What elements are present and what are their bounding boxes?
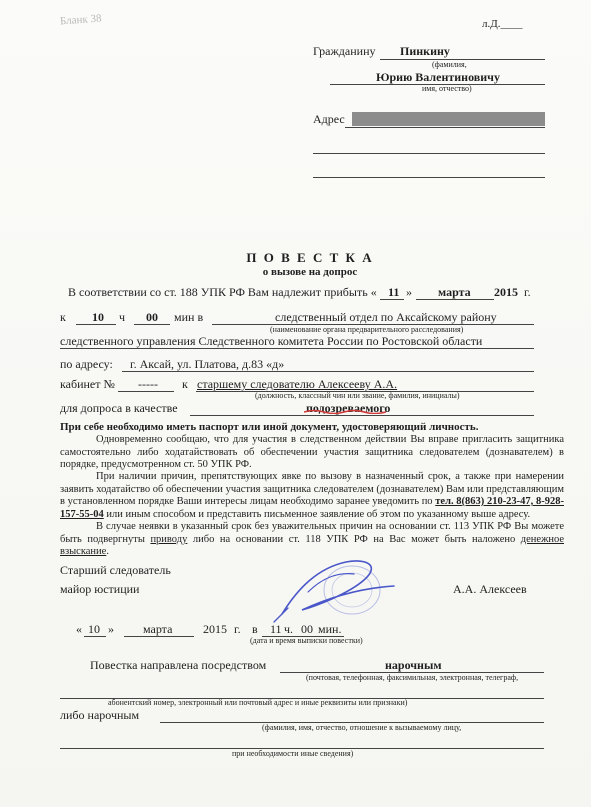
- arrival-minutes: 00: [146, 310, 158, 324]
- name-hint: имя, отчество): [422, 84, 472, 93]
- notes-p2-phone: тел. 8(863) 210-23-47, 8-928-157-55-04: [60, 496, 564, 520]
- issued-hour-label: ч.: [284, 622, 294, 636]
- time-prefix: к: [60, 310, 66, 324]
- cabinet-label: кабинет №: [60, 377, 115, 391]
- arrival-year-suffix: г.: [524, 285, 531, 299]
- cabinet-to-label: к: [182, 377, 188, 391]
- arrival-month-line: [416, 299, 494, 300]
- delivery-hint-4: при необходимости иные сведения): [232, 749, 354, 758]
- issued-open-quote: «: [76, 622, 82, 636]
- issued-day: 10: [88, 622, 100, 636]
- arrival-hour-line: [76, 324, 116, 325]
- issued-day-line: [84, 636, 106, 637]
- signer-rank: майор юстиции: [60, 582, 140, 596]
- notes-p3-end: .: [106, 546, 109, 557]
- recipient-surname: Пинкину: [400, 44, 450, 58]
- delivery-hint-3: (фамилия, имя, отчество, отношение к вызываемому лицу,: [262, 723, 462, 732]
- notes-bold: При себе необходимо иметь паспорт или иной документ, удостоверяющий личность.: [60, 421, 479, 433]
- role-label: для допроса в качестве: [60, 401, 178, 415]
- issued-hint: (дата и время выписки повестки): [250, 636, 363, 645]
- form-label: Бланк 38: [59, 12, 102, 28]
- notes-p2-end: или иным способом и представить письменное заявление об этом по указанному выше адресу.: [103, 508, 531, 520]
- arrival-day-close: »: [406, 285, 412, 299]
- document-title: П О В Е С Т К А: [246, 250, 374, 265]
- spellcheck-underline: [304, 408, 388, 414]
- delivery-hint-1: (почтовая, телефонная, факсимильная, электронная, телеграф,: [306, 673, 519, 682]
- recipient-to-label: Гражданину: [313, 44, 376, 58]
- notes-p3-fine: денежное взыскание: [60, 533, 564, 557]
- signer-name: А.А. Алексеев: [453, 582, 527, 596]
- address-redaction: [352, 112, 545, 126]
- issued-minutes: 00: [301, 622, 313, 636]
- delivery-method: нарочным: [385, 658, 442, 672]
- delivery-hint-2: абонентский номер, электронный или почтовый адрес и иные реквизиты или признаки): [108, 698, 408, 707]
- notes-paragraph-2: [60, 471, 564, 521]
- address-label: Адрес: [313, 112, 345, 126]
- address-line-3: [313, 177, 545, 178]
- cabinet-line: [118, 391, 174, 392]
- cabinet-number: -----: [138, 377, 158, 391]
- address-value: г. Аксай, ул. Платова, д.83 «д»: [130, 357, 285, 371]
- issued-month: марта: [143, 622, 173, 636]
- issued-in-label: в: [252, 622, 258, 636]
- arrival-day-line: [380, 299, 404, 300]
- minutes-label: мин в: [174, 310, 204, 324]
- department-name: следственный отдел по Аксайскому району: [275, 310, 497, 324]
- delivery-label: Повестка направлена посредством: [90, 658, 267, 672]
- department-line2: следственного управления Следственного комитета России по Ростовской области: [60, 334, 483, 348]
- issued-hour: 11: [270, 622, 282, 636]
- notes-p3-drive: приводу: [150, 533, 188, 545]
- address-line-2: [313, 153, 545, 154]
- investigator-hint: (должность, классный чин или звание, фамилия, инициалы): [255, 391, 460, 400]
- arrival-minutes-line: [134, 324, 170, 325]
- arrival-hour: 10: [92, 310, 104, 324]
- arrival-year: 2015: [494, 285, 518, 299]
- signature-stamp-graphic: [268, 548, 408, 630]
- intro-text: В соответствии со ст. 188 УПК РФ Вам надлежит прибыть «: [68, 285, 377, 299]
- notes-paragraph-1: Одновременно сообщаю, что для участия в следственном действии Вы вправе пригласить защитника самостоятельно либо ходатайствовать об обеспечении участия защитника следователем (дознавателем) в порядке, предусмотренном ст. 50 УПК РФ.: [60, 434, 564, 470]
- case-sheet-label: л.Д.____: [482, 18, 523, 30]
- address-prefix: по адресу:: [60, 357, 113, 371]
- issued-minutes-label: мин.: [318, 622, 342, 636]
- issued-year-suffix: г.: [234, 622, 241, 636]
- investigator-name: старшему следователю Алексееву А.А.: [197, 377, 398, 391]
- department-line2-rule: [60, 348, 534, 349]
- arrival-month: марта: [438, 285, 471, 299]
- notes-p3-mid: либо на основании ст. 118 УПК РФ на Вас может быть наложено: [187, 533, 521, 545]
- address-line-1: [345, 127, 545, 128]
- document-subtitle: о вызове на допрос: [262, 266, 358, 278]
- role-line: [190, 415, 534, 416]
- issued-month-line: [124, 636, 194, 637]
- signer-position: Старший следователь: [60, 563, 171, 577]
- issued-close-quote: »: [108, 622, 114, 636]
- hour-label: ч: [119, 310, 126, 324]
- department-hint: (наименование органа предварительного расследования): [270, 325, 464, 334]
- courier-label: либо нарочным: [60, 708, 140, 722]
- arrival-day: 11: [388, 285, 400, 299]
- role-value: подозреваемого: [306, 401, 391, 415]
- notes-p3-start: В случае неявки в указанный срок без уважительных причин на основании ст. 113 УПК РФ Вы можете быть подвергнуты: [60, 521, 564, 545]
- issued-year: 2015: [203, 622, 227, 636]
- surname-hint: (фамилия,: [432, 60, 467, 69]
- recipient-name: Юрию Валентиновичу: [376, 70, 500, 84]
- address-value-line: [122, 371, 534, 372]
- notes-p2-start: При наличии причин, препятствующих явке по вызову в назначенный срок, а также при намерении заявить ходатайство об обеспечении участия защитника следователем (дознавателем) Вам или представляющим в установленном порядке Ваши интересы лицам необходимо заранее уведомить по: [60, 471, 564, 507]
